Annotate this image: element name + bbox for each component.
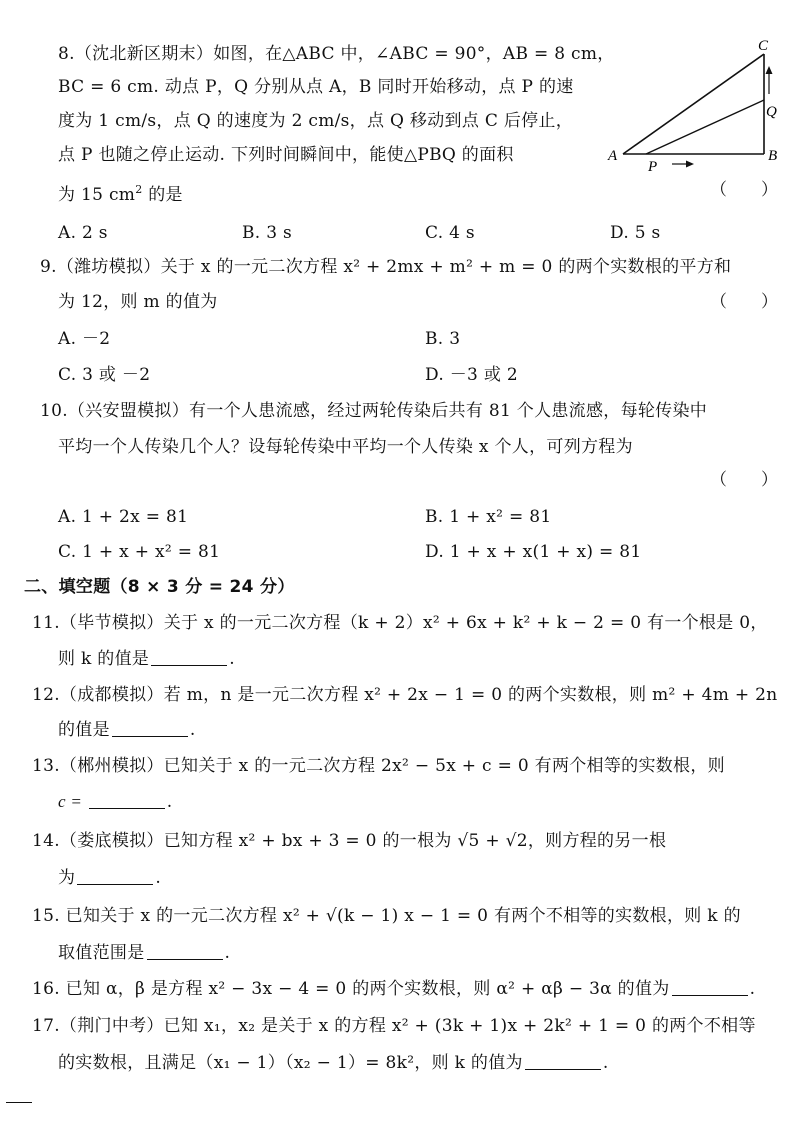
q10-option-a: A. 1 + 2x = 81 (58, 507, 189, 527)
q10-line-2: 平均一个人传染几个人？设每轮传染中平均一个人传染 x 个人，可列方程为 (58, 437, 633, 457)
q13-line-2: c = . (58, 792, 173, 812)
q10-option-b: B. 1 + x² = 81 (425, 507, 552, 527)
q15-line-2: 取值范围是 . (58, 943, 231, 963)
q10-answer-paren: （ ） (710, 470, 778, 490)
q10-line-1: 10.（兴安盟模拟）有一个人患流感，经过两轮传染后共有 81 个人患流感，每轮传染中 (40, 401, 708, 421)
q9-answer-paren: （ ） (710, 292, 778, 312)
q8-line-1: 8.（沈北新区期末）如图，在△ABC 中，∠ABC = 90°，AB = 8 cm， (58, 44, 615, 64)
q9-line-2: 为 12，则 m 的值为 (58, 292, 218, 312)
q12-line-1: 12.（成都模拟）若 m，n 是一元二次方程 x² + 2x − 1 = 0 的两个实数根，则 m² + 4m + 2n (32, 685, 778, 705)
q13-line-1: 13.（郴州模拟）已知关于 x 的一元二次方程 2x² − 5x + c = 0 有两个相等的实数根，则 (32, 756, 725, 776)
q13-answer-blank[interactable] (89, 792, 165, 809)
q12-answer-blank[interactable] (112, 720, 188, 737)
q14-line-2: 为 . (58, 868, 162, 888)
page-footer-rule (6, 1102, 32, 1103)
q15-line-1: 15. 已知关于 x 的一元二次方程 x² + √(k − 1) x − 1 = 0 有两个不相等的实数根，则 k 的 (32, 906, 741, 926)
q10-option-c: C. 1 + x + x² = 81 (58, 542, 221, 562)
q9-line-1: 9.（潍坊模拟）关于 x 的一元二次方程 x² + 2mx + m² + m = 0 的两个实数根的平方和 (40, 257, 732, 277)
q8-answer-paren: （ ） (710, 180, 778, 200)
q11-line-1: 11.（毕节模拟）关于 x 的一元二次方程（k + 2）x² + 6x + k² + k − 2 = 0 有一个根是 0， (32, 613, 768, 633)
q17-answer-blank[interactable] (525, 1053, 601, 1070)
figure-label-q: Q (766, 104, 777, 120)
figure-label-c: C (758, 38, 769, 54)
q12-line-2: 的值是 . (58, 720, 196, 740)
q17-line-1: 17.（荆门中考）已知 x₁，x₂ 是关于 x 的方程 x² + (3k + 1)x + 2k² + 1 = 0 的两个不相等 (32, 1016, 756, 1036)
q8-option-a: A. 2 s (58, 223, 108, 243)
q8-line-3: 度为 1 cm/s，点 Q 的速度为 2 cm/s，点 Q 移动到点 C 后停止， (58, 111, 574, 131)
q14-line-1: 14.（娄底模拟）已知方程 x² + bx + 3 = 0 的一根为 √5 + √2，则方程的另一根 (32, 831, 667, 851)
q17-line-2: 的实数根，且满足（x₁ − 1）（x₂ − 1）= 8k²，则 k 的值为 . (58, 1053, 609, 1073)
q8-option-b: B. 3 s (242, 223, 293, 243)
q9-option-d: D. －3 或 2 (425, 365, 518, 385)
q8-option-d: D. 5 s (610, 223, 661, 243)
figure-label-a: A (608, 148, 618, 164)
q16-answer-blank[interactable] (672, 979, 748, 996)
figure-label-b: B (768, 148, 778, 164)
q8-line-2: BC = 6 cm. 动点 P，Q 分别从点 A，B 同时开始移动，点 P 的速 (58, 77, 574, 97)
q8-line-5: 为 15 $cm^2$ 的是 (58, 183, 183, 205)
q9-option-c: C. 3 或 －2 (58, 365, 151, 385)
q8-line-4: 点 P 也随之停止运动. 下列时间瞬间中，能使△PBQ 的面积 (58, 145, 514, 165)
q15-answer-blank[interactable] (147, 943, 223, 960)
q14-answer-blank[interactable] (77, 868, 153, 885)
q9-option-a: A. －2 (58, 329, 111, 349)
q8-option-c: C. 4 s (425, 223, 475, 243)
q9-option-b: B. 3 (425, 329, 461, 349)
section-2-heading: 二、填空题（8 × 3 分 = 24 分） (24, 577, 295, 597)
q10-option-d: D. 1 + x + x(1 + x) = 81 (425, 542, 642, 562)
figure-label-p: P (648, 159, 658, 175)
q16-line-1: 16. 已知 α，β 是方程 x² − 3x − 4 = 0 的两个实数根，则 α² + αβ − 3α 的值为 . (32, 979, 756, 999)
triangle-figure (600, 36, 790, 176)
q11-line-2: 则 k 的值是 . (58, 649, 235, 669)
q11-answer-blank[interactable] (151, 649, 227, 666)
